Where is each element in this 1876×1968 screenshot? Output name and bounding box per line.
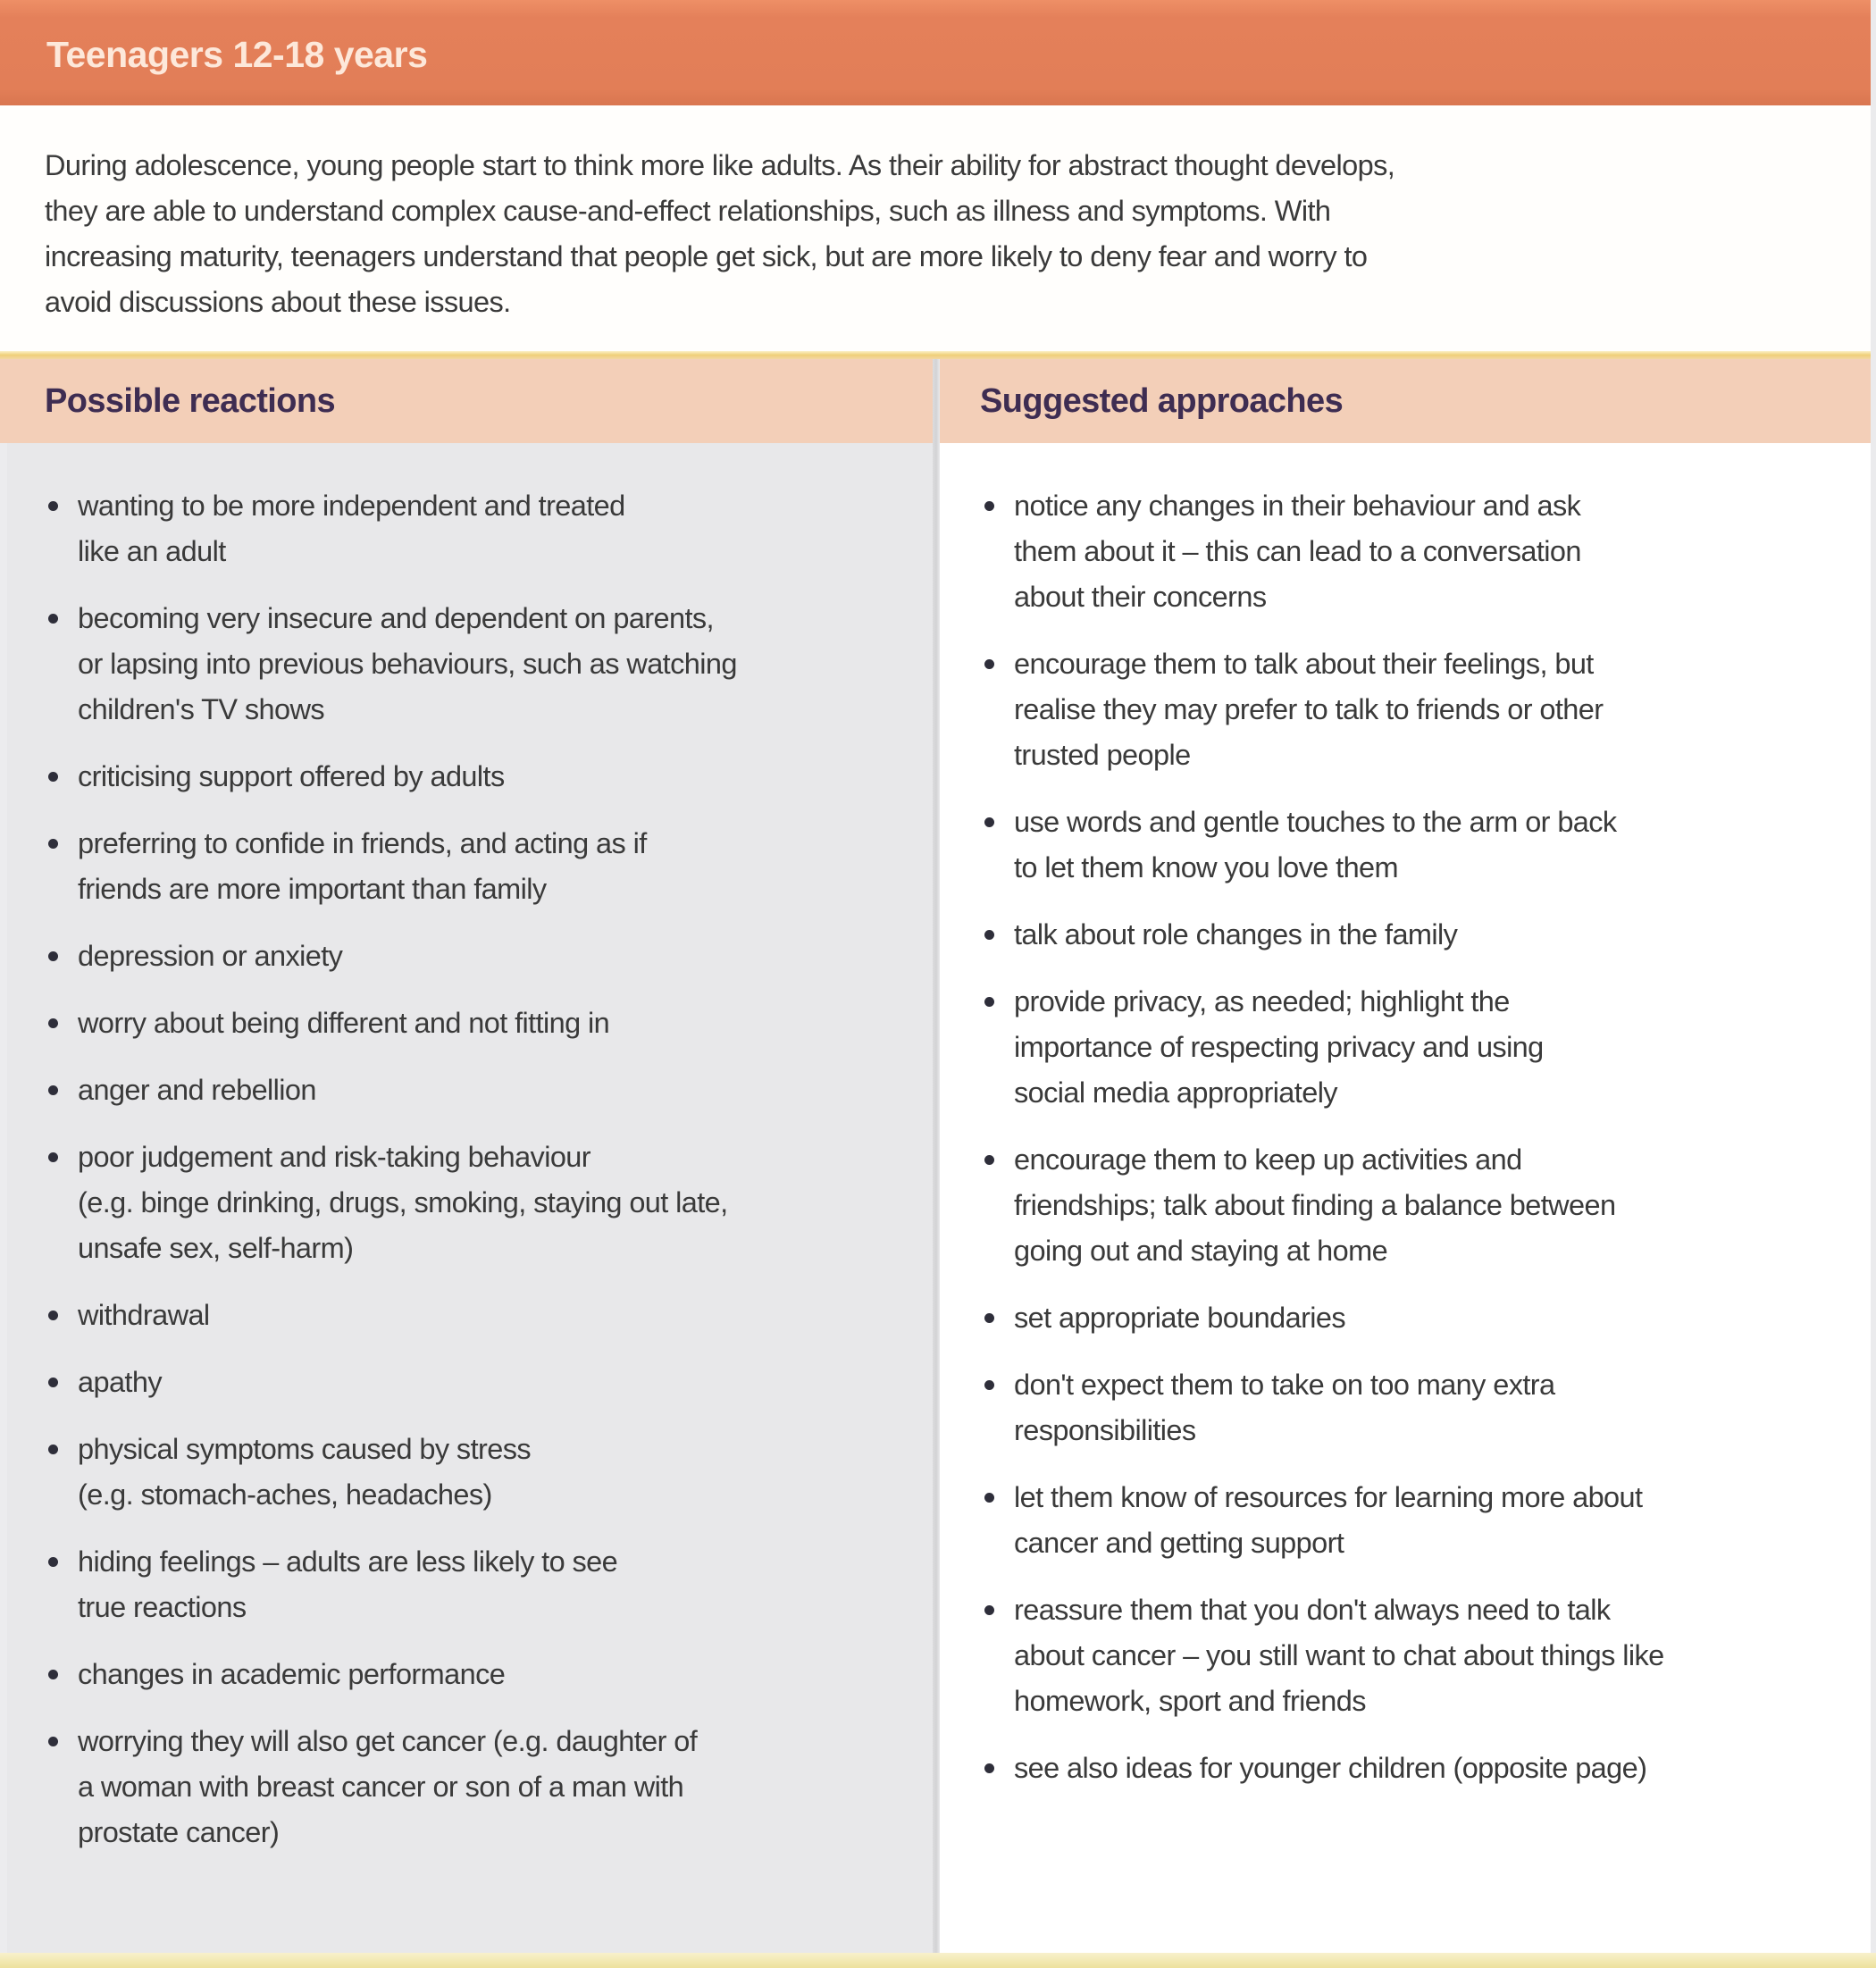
list-item-line: homework, sport and friends (1014, 1685, 1366, 1717)
bullet-icon (984, 1380, 994, 1390)
list-item-line: a woman with breast cancer or son of a man with (78, 1771, 684, 1803)
list-item-line: set appropriate boundaries (1014, 1302, 1346, 1334)
bullet-icon (984, 1313, 994, 1323)
list-item-line: worrying they will also get cancer (e.g. daughter of (78, 1725, 698, 1757)
list-item-line: let them know of resources for learning more about (1014, 1481, 1643, 1513)
intro-paragraph (45, 143, 1840, 325)
bullet-icon (984, 1605, 994, 1615)
suggested-approaches-heading: Suggested approaches (980, 382, 1344, 420)
reaction-item (46, 821, 931, 912)
list-item-line: to let them know you love them (1014, 851, 1399, 884)
bottom-accent-band (0, 1953, 1876, 1968)
bullet-icon (984, 997, 994, 1007)
list-item-line: responsibilities (1014, 1414, 1196, 1446)
bullet-icon (48, 1018, 58, 1028)
intro-line: During adolescence, young people start to think more like adults. As their ability for abstract thought develops, (45, 149, 1395, 181)
approach-item (983, 1362, 1858, 1453)
possible-reactions-heading: Possible reactions (45, 382, 336, 420)
intro-line: avoid discussions about these issues. (45, 286, 511, 318)
list-item-line: encourage them to talk about their feelings, but (1014, 648, 1594, 680)
approach-item (983, 483, 1858, 620)
bullet-icon (984, 817, 994, 827)
bullet-icon (984, 659, 994, 669)
list-item-line: social media appropriately (1014, 1076, 1337, 1109)
bullet-icon (984, 1155, 994, 1165)
list-item-line: apathy (78, 1366, 162, 1398)
list-item-line: friends are more important than family (78, 873, 547, 905)
reaction-item (46, 1719, 931, 1855)
reaction-item (46, 596, 931, 733)
reaction-item (46, 1001, 931, 1046)
section-title-bar (0, 0, 1876, 105)
list-item-line: worry about being different and not fitting in (78, 1007, 610, 1039)
bullet-icon (48, 1085, 58, 1095)
bullet-icon (48, 614, 58, 624)
list-item-line: or lapsing into previous behaviours, such as watching (78, 648, 737, 680)
list-item-line: preferring to confide in friends, and acting as if (78, 827, 647, 859)
bullet-icon (48, 772, 58, 782)
list-item-line: use words and gentle touches to the arm or back (1014, 806, 1617, 838)
bullet-icon (984, 930, 994, 940)
list-item-line: reassure them that you don't always need to talk (1014, 1594, 1611, 1626)
bullet-icon (48, 1557, 58, 1567)
list-item-line: true reactions (78, 1591, 247, 1623)
bullet-icon (48, 1737, 58, 1746)
list-item-line: see also ideas for younger children (opposite page) (1014, 1752, 1647, 1784)
bullet-icon (48, 839, 58, 849)
list-item-line: becoming very insecure and dependent on parents, (78, 602, 714, 634)
list-item-line: like an adult (78, 535, 226, 567)
bullet-icon (48, 1445, 58, 1454)
reaction-item (46, 934, 931, 979)
column-divider (933, 359, 940, 1968)
list-item-line: prostate cancer) (78, 1816, 280, 1848)
intro-line: they are able to understand complex cause-and-effect relationships, such as illness and symptoms. With (45, 195, 1331, 227)
list-item-line: poor judgement and risk-taking behaviour (78, 1141, 590, 1173)
reaction-item (46, 1293, 931, 1338)
list-item-line: changes in academic performance (78, 1658, 506, 1690)
list-item-line: unsafe sex, self-harm) (78, 1232, 354, 1264)
approach-item (983, 1295, 1858, 1341)
reaction-item (46, 483, 931, 574)
reaction-item (46, 1652, 931, 1697)
reactions-list (46, 483, 931, 1877)
bullet-icon (48, 1378, 58, 1387)
list-item-line: going out and staying at home (1014, 1235, 1388, 1267)
list-item-line: importance of respecting privacy and using (1014, 1031, 1544, 1063)
bullet-icon (984, 1493, 994, 1503)
list-item-line: notice any changes in their behaviour and ask (1014, 490, 1581, 522)
list-item-line: them about it – this can lead to a conversation (1014, 535, 1581, 567)
approach-item (983, 1475, 1858, 1566)
bullet-icon (984, 1763, 994, 1773)
bullet-icon (48, 1670, 58, 1679)
approach-item (983, 800, 1858, 891)
list-item-line: withdrawal (78, 1299, 210, 1331)
section-title: Teenagers 12-18 years (46, 34, 428, 75)
list-item-line: about cancer – you still want to chat about things like (1014, 1639, 1664, 1671)
approaches-list (983, 483, 1858, 1813)
bullet-icon (984, 501, 994, 511)
approach-item (983, 1746, 1858, 1791)
suggested-approaches-column (940, 443, 1876, 1953)
approach-item (983, 641, 1858, 778)
reaction-item (46, 1539, 931, 1630)
list-item-line: encourage them to keep up activities and (1014, 1143, 1522, 1176)
list-item-line: physical symptoms caused by stress (78, 1433, 532, 1465)
list-item-line: (e.g. binge drinking, drugs, smoking, staying out late, (78, 1186, 728, 1218)
list-item-line: hiding feelings – adults are less likely to see (78, 1545, 618, 1578)
possible-reactions-column (0, 443, 934, 1953)
list-item-line: cancer and getting support (1014, 1527, 1344, 1559)
accent-divider (0, 351, 1876, 359)
list-item-line: criticising support offered by adults (78, 760, 505, 792)
approach-item (983, 979, 1858, 1116)
reaction-item (46, 754, 931, 800)
approach-item (983, 1587, 1858, 1724)
list-item-line: anger and rebellion (78, 1074, 316, 1106)
list-item-line: wanting to be more independent and treated (78, 490, 625, 522)
list-item-line: (e.g. stomach-aches, headaches) (78, 1478, 492, 1511)
list-item-line: talk about role changes in the family (1014, 918, 1458, 951)
bullet-icon (48, 951, 58, 961)
bullet-icon (48, 1311, 58, 1320)
reaction-item (46, 1360, 931, 1405)
list-item-line: trusted people (1014, 739, 1191, 771)
list-item-line: provide privacy, as needed; highlight the (1014, 985, 1510, 1017)
reaction-item (46, 1068, 931, 1113)
intro-line: increasing maturity, teenagers understand that people get sick, but are more likely to deny fear and worry to (45, 240, 1368, 272)
list-item-line: friendships; talk about finding a balance between (1014, 1189, 1616, 1221)
approach-item (983, 912, 1858, 958)
intro-panel (0, 105, 1876, 353)
approach-item (983, 1137, 1858, 1274)
list-item-line: depression or anxiety (78, 940, 343, 972)
list-item-line: don't expect them to take on too many extra (1014, 1369, 1555, 1401)
list-item-line: about their concerns (1014, 581, 1267, 613)
bullet-icon (48, 1152, 58, 1162)
list-item-line: realise they may prefer to talk to friends or other (1014, 693, 1604, 725)
list-item-line: children's TV shows (78, 693, 324, 725)
reaction-item (46, 1135, 931, 1271)
reaction-item (46, 1427, 931, 1518)
page-edge (1871, 0, 1876, 1968)
bullet-icon (48, 501, 58, 511)
